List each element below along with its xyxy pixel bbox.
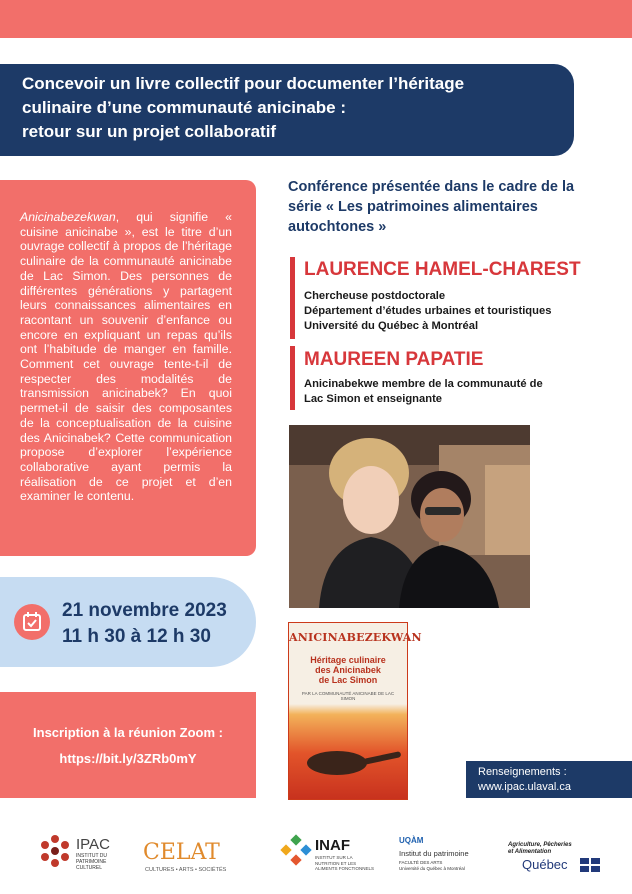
- ipac-text: IPAC: [76, 836, 110, 853]
- title-line: Concevoir un livre collectif pour documenter l’héritage: [22, 74, 465, 93]
- speaker-department: Département d’études urbaines et touristiques: [304, 305, 552, 317]
- ipac-sub-line: CULTUREL: [76, 865, 103, 871]
- conference-series: [288, 177, 608, 237]
- event-time: 11 h 30 à 12 h 30: [62, 626, 211, 647]
- quebec-logo: [508, 842, 604, 874]
- title-banner: [0, 64, 574, 156]
- uqam-university: Université du Québec à Montréal: [399, 866, 465, 871]
- inaf-text: INAF: [315, 837, 350, 854]
- uqam-text: UQÀM: [399, 836, 424, 845]
- calendar-check-icon: [14, 604, 50, 640]
- uqam-faculty: FACULTÉ DES ARTS: [399, 860, 443, 865]
- uqam-institute: Institut du patrimoine: [399, 849, 469, 858]
- calendar-badge: [14, 604, 50, 640]
- event-date: 21 novembre 2023: [62, 600, 227, 621]
- book-subtitle-line: de Lac Simon: [318, 675, 378, 685]
- speaker-accent-bar: [290, 346, 295, 410]
- book-subtitle: [294, 655, 402, 685]
- ipac-sub-line: INSTITUT DU: [76, 853, 108, 859]
- ipac-sub-line: PATRIMOINE: [76, 859, 107, 865]
- description-body: , qui signifie « cuisine anicinabe », est le titre d’un ouvrage collectif à propos de l’héritage culinaire de la communauté anicinabe de Lac Simon. Des personnes de différentes générations y partagent leurs connaissances alimentaires en racontant un souvenir d’enfance ou encore en expliquant un repas qu’ils ont l’habitude de manger en famille. Comment cet ouvrage tente-t-il de respecter des modalités de transmission anicinabek? En quoi permet-il de saisir des composantes de la conceptualisation de la cuisine des Anicinabek? Cette communication propose d’explorer l’expérience collaborative ayant permis la réalisation de ce projet et d’en examiner le contenu.: [20, 210, 232, 504]
- speakers-photo: [289, 425, 530, 608]
- quebec-flag-icon: [580, 858, 600, 872]
- book-subtitle-line: Héritage culinaire: [310, 655, 386, 665]
- book-subtitle-line: des Anicinabek: [315, 665, 381, 675]
- top-band: [0, 0, 632, 38]
- description-text: [20, 210, 232, 504]
- ipac-subtext: [76, 853, 107, 871]
- celat-text: CELAT: [143, 840, 220, 865]
- celat-subtext: CULTURES • ARTS • SOCIÉTÉS: [145, 867, 227, 873]
- inaf-mark-icon: [281, 835, 311, 865]
- inaf-subtext: [315, 855, 374, 872]
- conference-line: Conférence présentée dans le cadre de la: [288, 179, 575, 195]
- info-box: [466, 761, 632, 798]
- quebec-ministry-line: Agriculture, Pêcheries: [508, 842, 572, 848]
- conference-line: série « Les patrimoines alimentaires: [288, 199, 538, 215]
- title-line: culinaire d’une communauté anicinabe :: [22, 98, 347, 117]
- ipac-logo: [38, 834, 128, 874]
- uqam-logo: [399, 836, 499, 876]
- speaker-role: Lac Simon et enseignante: [304, 393, 443, 405]
- speaker-role: Chercheuse postdoctorale: [304, 290, 446, 302]
- registration-panel: [0, 692, 256, 798]
- quebec-wordmark: Québec: [522, 857, 568, 872]
- book-author-line: PAR LA COMMUNAUTÉ ANICINABE DE LAC SIMON: [301, 691, 395, 701]
- info-label: Renseignements :: [478, 766, 567, 778]
- speaker-university: Université du Québec à Montréal: [304, 320, 479, 332]
- speaker-affiliation: [304, 377, 543, 407]
- speaker-name: MAUREEN PAPATIE: [304, 349, 484, 370]
- speakers-photo-illustration: [289, 425, 530, 608]
- ipac-mark-icon: [38, 834, 72, 868]
- registration-link[interactable]: https://bit.ly/3ZRb0mY: [59, 751, 197, 766]
- inaf-logo: [281, 835, 381, 875]
- page-title: [0, 64, 574, 144]
- book-name-italic: Anicinabezekwan: [20, 210, 116, 224]
- info-url[interactable]: www.ipac.ulaval.ca: [478, 781, 571, 793]
- speaker-affiliation: [304, 289, 551, 334]
- speaker-role: Anicinabekwe membre de la communauté de: [304, 378, 543, 390]
- frying-pan-icon: [289, 723, 407, 799]
- inaf-sub-line: NUTRITION ET LES: [315, 860, 357, 866]
- celat-logo: [143, 840, 253, 876]
- book-cover: [288, 622, 422, 800]
- speaker-name: LAURENCE HAMEL-CHAREST: [304, 259, 581, 280]
- conference-line: autochtones »: [288, 219, 387, 235]
- speaker-accent-bar: [290, 257, 295, 339]
- book-title: ANICINABEZEKWAN: [289, 631, 422, 644]
- quebec-ministry-line: et Alimentation: [508, 849, 552, 855]
- inaf-sub-line: ALIMENTS FONCTIONNELS: [315, 866, 375, 871]
- inaf-sub-line: INSTITUT SUR LA: [315, 855, 353, 860]
- registration-label: Inscription à la réunion Zoom :: [33, 725, 223, 740]
- title-line: retour sur un projet collaboratif: [22, 122, 277, 141]
